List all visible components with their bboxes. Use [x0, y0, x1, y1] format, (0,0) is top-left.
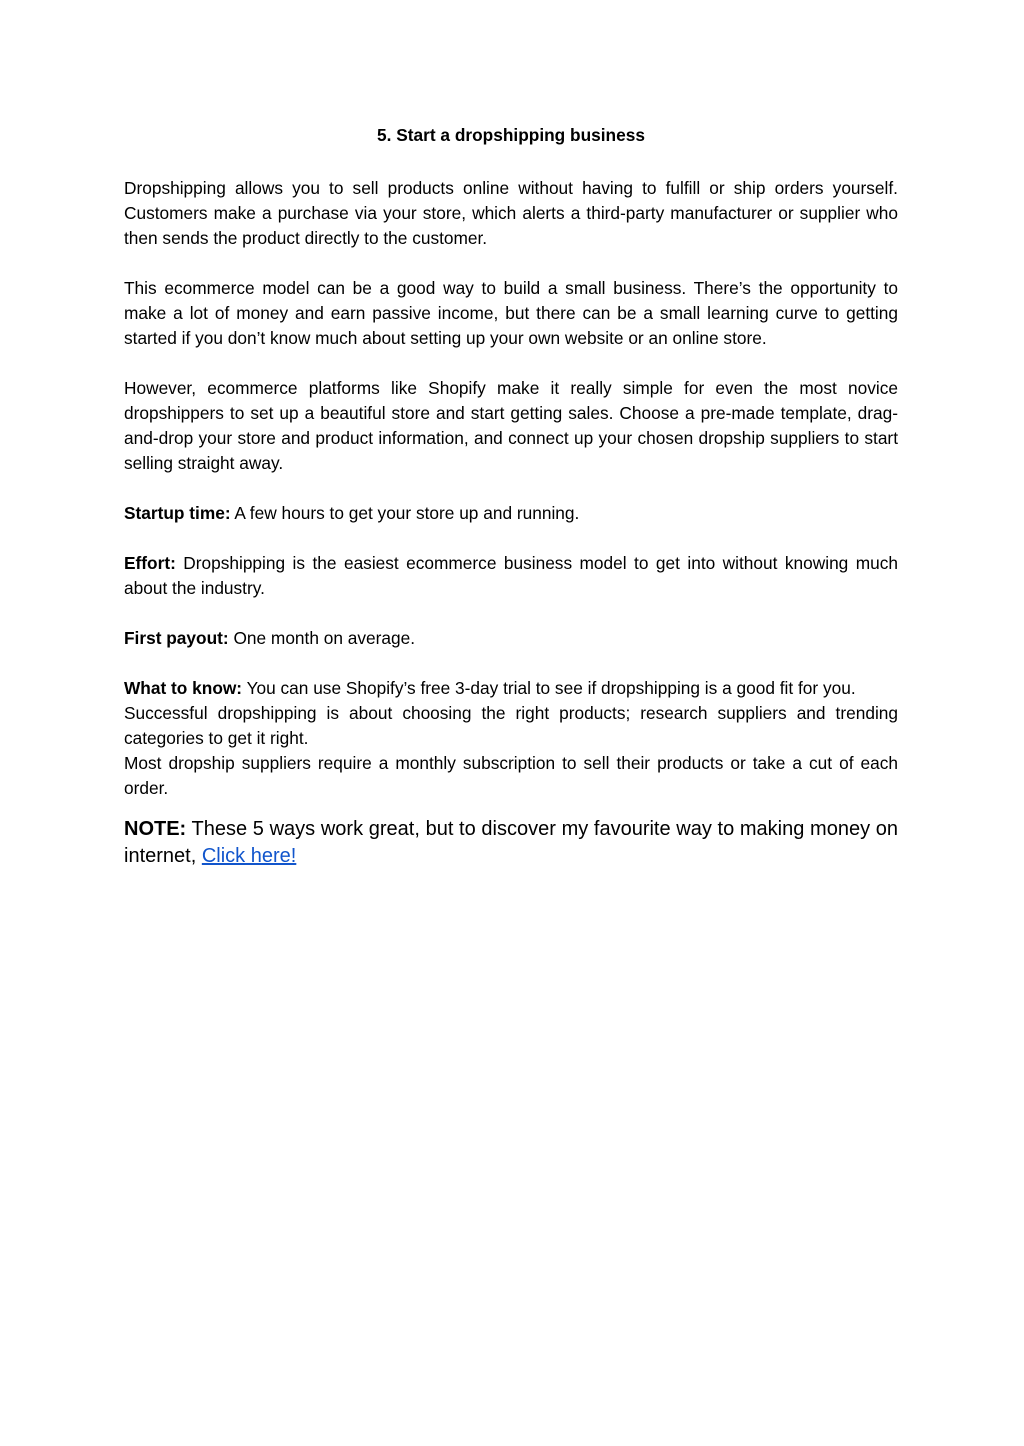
- what-to-know-label: What to know:: [124, 678, 243, 698]
- paragraph-intro: Dropshipping allows you to sell products online without having to fulfill or ship orders yourself. Customers make a purchase via your store, which alerts a third-party manufacturer or supplier who then sends the product directly to the customer.: [124, 178, 898, 248]
- effort-line: [124, 551, 898, 601]
- what-to-know-line-3: Most dropship suppliers require a monthly subscription to sell their products or take a cut of each order.: [124, 753, 898, 798]
- first-payout-line: [124, 626, 898, 651]
- note-paragraph: [124, 816, 898, 870]
- what-to-know-line: [124, 676, 898, 701]
- what-to-know-line-2: Successful dropshipping is about choosing the right products; research suppliers and trending categories to get it right.: [124, 703, 898, 748]
- note-label: NOTE:: [124, 818, 187, 840]
- first-payout-label: First payout:: [124, 628, 229, 648]
- startup-time-line: [124, 501, 898, 526]
- startup-time-label: Startup time:: [124, 503, 231, 523]
- click-here-link[interactable]: Click here!: [201, 845, 297, 867]
- paragraph-ecommerce-model: This ecommerce model can be a good way to build a small business. There’s the opportunity to make a lot of money and earn passive income, but there can be a small learning curve to getting started if you don’t know much about setting up your own website or an online store.: [124, 278, 898, 348]
- effort-label: Effort:: [124, 553, 176, 573]
- startup-time-text: A few hours to get your store up and running.: [230, 503, 580, 523]
- paragraph-platforms: However, ecommerce platforms like Shopify make it really simple for even the most novice dropshippers to set up a beautiful store and start getting sales. Choose a pre-made template, drag-and-drop your store and product information, and connect up your chosen dropship suppliers to start selling straight away.: [124, 378, 898, 473]
- effort-text: Dropshipping is the easiest ecommerce business model to get into without knowing much about the industry.: [124, 553, 898, 598]
- spacer: [124, 801, 898, 816]
- document-page: [124, 119, 898, 870]
- document-title: 5. Start a dropshipping business: [377, 125, 645, 145]
- note-text: These 5 ways work great, but to discover my favourite way to making money on internet,: [124, 818, 898, 867]
- first-payout-text: One month on average.: [228, 628, 416, 648]
- what-to-know-text: You can use Shopify’s free 3-day trial to see if dropshipping is a good fit for you.: [242, 678, 856, 698]
